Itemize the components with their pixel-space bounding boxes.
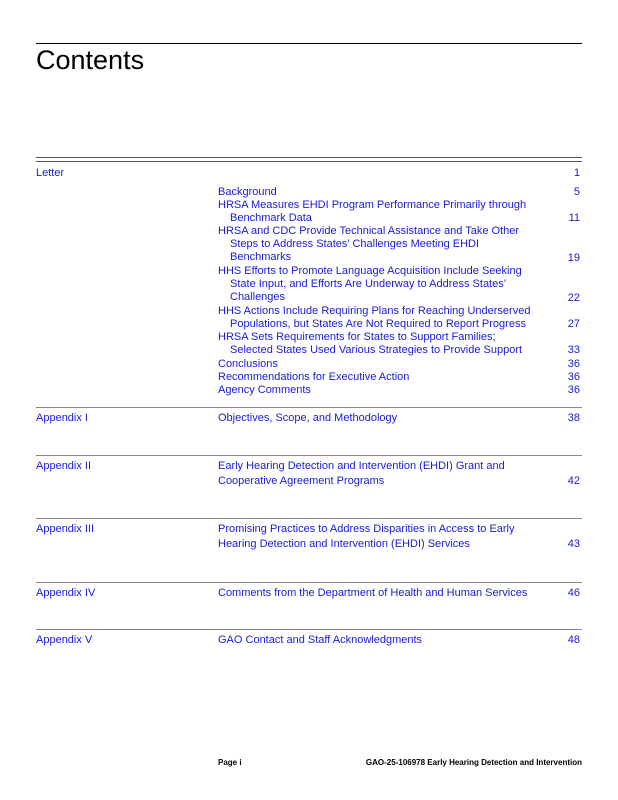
toc-entry-line: Benchmarks — [230, 251, 292, 263]
toc-entry-performance[interactable] — [218, 199, 548, 225]
toc-entry-page[interactable]: 5 — [573, 186, 580, 198]
toc-entry-page[interactable]: 19 — [567, 252, 580, 264]
toc-appendix-iv-label[interactable]: Appendix IV — [36, 587, 96, 599]
toc-appendix-ii-title-line2[interactable]: Cooperative Agreement Programs — [218, 475, 385, 487]
toc-appendix-i-title[interactable]: Objectives, Scope, and Methodology — [218, 412, 398, 424]
toc-appendix-iii-title-line2[interactable]: Hearing Detection and Intervention (EHDI) Services — [218, 538, 470, 550]
section-rule — [36, 407, 582, 408]
toc-entry-agency-comments[interactable] — [218, 384, 548, 397]
toc-entry-line: HHS Efforts to Promote Language Acquisition Include Seeking — [218, 265, 522, 277]
toc-entry-line: HRSA Sets Requirements for States to Support Families; — [218, 331, 496, 343]
toc-entry-line: HRSA and CDC Provide Technical Assistance and Take Other — [218, 225, 520, 237]
toc-appendix-ii-page[interactable]: 42 — [567, 475, 580, 487]
toc-entry-page[interactable]: 22 — [567, 292, 580, 304]
toc-entry-line: Recommendations for Executive Action — [218, 371, 410, 383]
toc-appendix-iv-title[interactable]: Comments from the Department of Health and Human Services — [218, 587, 528, 599]
toc-entry-line: HRSA Measures EHDI Program Performance Primarily through — [218, 199, 527, 211]
section-rule — [36, 455, 582, 456]
toc-appendix-i-label[interactable]: Appendix I — [36, 412, 88, 424]
toc-entry-line: Benchmark Data — [230, 212, 312, 224]
toc-entry-page[interactable]: 36 — [567, 358, 580, 370]
toc-entry-support-families[interactable] — [218, 331, 548, 357]
toc-entry-recommendations[interactable] — [218, 371, 548, 384]
toc-appendix-iv-page[interactable]: 46 — [567, 587, 580, 599]
toc-entry-language-acquisition[interactable] — [218, 265, 548, 304]
toc-entry-page[interactable]: 33 — [567, 344, 580, 356]
toc-entry-conclusions[interactable] — [218, 358, 548, 371]
toc-entry-page[interactable]: 36 — [567, 384, 580, 396]
toc-letter-page[interactable]: 1 — [573, 167, 580, 179]
toc-entry-line: Populations, but States Are Not Required to Report Progress — [230, 318, 526, 330]
toc-appendix-i-page[interactable]: 38 — [567, 412, 580, 424]
toc-entry-page[interactable]: 11 — [568, 212, 580, 224]
toc-entry-line: Background — [218, 186, 277, 198]
toc-entry-line: Steps to Address States’ Challenges Meeting EHDI — [230, 238, 480, 250]
page-title: Contents — [36, 45, 145, 75]
footer-report-id: GAO-25-106978 Early Hearing Detection and Intervention — [365, 758, 582, 767]
toc-entry-line: Challenges — [230, 291, 286, 303]
toc-entry-line: State Input, and Efforts Are Underway to Address States’ — [230, 278, 507, 290]
toc-entry-background[interactable] — [218, 186, 548, 199]
toc-entry-line: Selected States Used Various Strategies to Provide Support — [230, 344, 523, 356]
toc-entry-underserved[interactable] — [218, 305, 548, 331]
toc-appendix-ii-label[interactable]: Appendix II — [36, 460, 92, 472]
toc-entry-page[interactable]: 36 — [567, 371, 580, 383]
toc-appendix-iii-page[interactable]: 43 — [567, 538, 580, 550]
toc-entry-line: HHS Actions Include Requiring Plans for Reaching Underserved — [218, 305, 531, 317]
header-rule-lower — [36, 161, 582, 162]
toc-appendix-v-title[interactable]: GAO Contact and Staff Acknowledgments — [218, 634, 423, 646]
toc-appendix-v-label[interactable]: Appendix V — [36, 634, 93, 646]
toc-letter-link[interactable]: Letter — [36, 167, 65, 179]
section-rule — [36, 582, 582, 583]
toc-appendix-iii-title-line1[interactable]: Promising Practices to Address Disparities in Access to Early — [218, 523, 515, 535]
section-rule — [36, 629, 582, 630]
toc-entry-line: Conclusions — [218, 358, 278, 370]
toc-entry-line: Agency Comments — [218, 384, 311, 396]
footer-page-number: Page i — [218, 758, 242, 767]
toc-appendix-ii-title-line1[interactable]: Early Hearing Detection and Intervention (EHDI) Grant and — [218, 460, 505, 472]
toc-entry-page[interactable]: 27 — [567, 318, 580, 330]
toc-appendix-iii-label[interactable]: Appendix III — [36, 523, 95, 535]
section-rule — [36, 518, 582, 519]
toc-appendix-v-page[interactable]: 48 — [567, 634, 580, 646]
header-rule-upper — [36, 157, 582, 158]
toc-entry-technical-assistance[interactable] — [218, 225, 548, 264]
